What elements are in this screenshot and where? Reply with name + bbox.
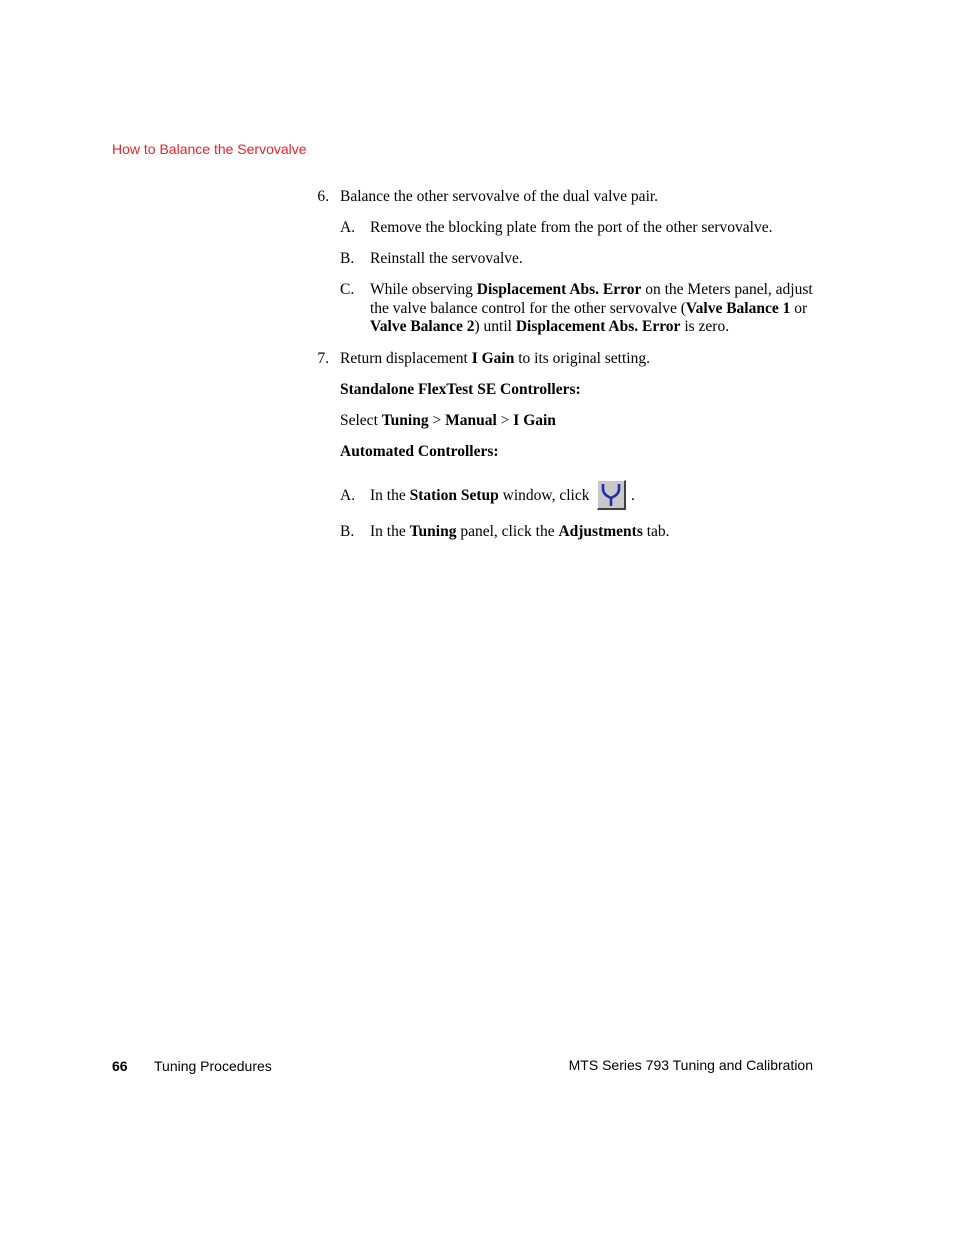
step-7a-period: . [631,487,635,504]
text-run: panel, click the [456,523,559,540]
text-run: to its original setting. [514,350,650,367]
menu-manual: Manual [445,412,497,429]
text-run: is zero. [680,318,730,335]
step-6a-text: Remove the blocking plate from the port of the other servovalve. [370,219,773,236]
step-6c-letter: C. [340,281,355,298]
text-run: Select [340,412,382,429]
adjustments-tab-term: Adjustments [558,523,643,540]
valve-balance-1-term: Valve Balance 1 [685,299,791,317]
menu-path [340,412,556,431]
step-7b-letter: B. [340,523,355,540]
valve-balance-2-term: Valve Balance 2 [370,318,475,335]
text-run: on the Meters panel, adjust [641,281,813,298]
step-7-number: 7. [317,350,329,367]
menu-i-gain: I Gain [513,412,556,429]
step-6a-letter: A. [340,219,356,236]
displacement-abs-error-term: Displacement Abs. Error [476,281,642,298]
menu-separator: > [496,412,514,429]
heading-text: Automated Controllers: [340,443,499,460]
text-run: ) until [474,318,516,335]
standalone-controllers-heading [340,381,581,400]
step-6c-line-1 [370,281,813,300]
step-6b-text: Reinstall the servovalve. [370,250,523,267]
step-7a-text [370,487,589,506]
section-header-title: How to Balance the Servovalve [112,141,307,157]
menu-separator: > [428,412,446,429]
step-7-text [340,350,650,369]
text-run: tab. [642,523,670,540]
tuning-term: Tuning [409,523,457,540]
step-6-text: Balance the other servovalve of the dual valve pair. [340,188,659,205]
step-6c-line-2 [370,300,813,319]
footer-book-title: MTS Series 793 Tuning and Calibration [568,1057,813,1073]
step-7a-letter: A. [340,487,356,504]
step-6c-line-3 [370,318,813,337]
text-run: While observing [370,281,477,298]
text-run: window, click [498,487,590,504]
text-run: In the [370,487,410,504]
valve-y-glyph [598,481,624,508]
step-6-number: 6. [317,188,329,205]
heading-text: Standalone FlexTest SE Controllers: [340,381,581,398]
text-run: or [790,299,808,317]
station-setup-term: Station Setup [409,487,499,504]
text-run: Return displacement [340,350,472,367]
menu-tuning: Tuning [381,412,429,429]
step-6b-letter: B. [340,250,355,267]
step-7b-text [370,523,670,542]
footer-chapter: Tuning Procedures [154,1058,272,1074]
valve-y-icon[interactable] [597,480,626,510]
i-gain-term: I Gain [471,350,515,367]
text-run: In the [370,523,410,540]
displacement-abs-error-term: Displacement Abs. Error [515,318,681,335]
text-run: the valve balance control for the other servovalve ( [370,299,686,317]
page-number: 66 [112,1058,128,1074]
automated-controllers-heading [340,443,499,462]
step-6c-paragraph [370,281,813,337]
